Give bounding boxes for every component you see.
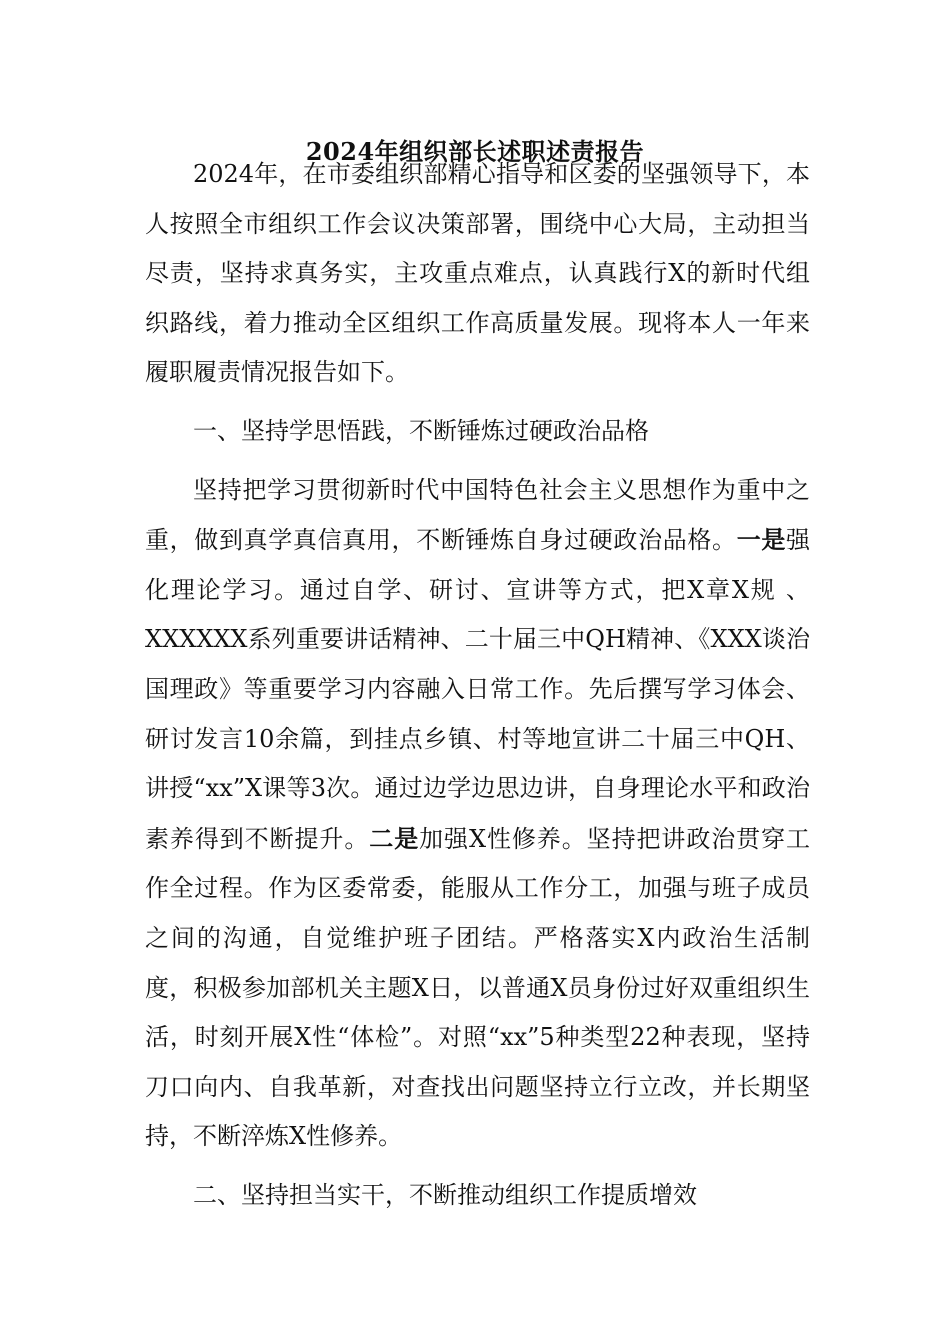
point-marker-2: 二是 — [369, 823, 420, 853]
section-1-point-1-text: 强化理论学习。通过自学、研讨、宣讲等方式，把X章X规 、XXXXXX系列重要讲话精神、二十届三中QH精神、《XXX谈治国理政》等重要学习内容融入日常工作。先后撰写学习体会、研讨发言10余篇，到挂点乡镇、村等地宣讲二十届三中QH、讲授“xx”X课等3次。通过边学边思边讲，自身理论水平和政治素养得到不断提升。 — [145, 526, 811, 853]
point-marker-1: 一是 — [736, 525, 787, 555]
section-1-lead-text: 坚持把学习贯彻新时代中国特色社会主义思想作为重中之重，做到真学真信真用，不断锤炼自身过硬政治品格。 — [145, 475, 810, 555]
section-1-point-2-text: 加强X性修养。坚持把讲政治贯穿工作全过程。作为区委常委，能服从工作分工，加强与班子成员之间的沟通，自觉维护班子团结。严格落实X内政治生活制度，积极参加部机关主题X日，以普通X员身份过好双重组织生活，时刻开展X性“体检”。对照“xx”5种类型22种表现，坚持刀口向内、自我革新，对查找出问题坚持立行立改，并长期坚持，不断淬炼X性修养。 — [145, 824, 811, 1151]
section-1-heading: 一、坚持学思悟践，不断锤炼过硬政治品格 — [193, 416, 649, 445]
section-1-paragraph — [145, 466, 810, 1162]
document-body — [145, 150, 810, 1220]
intro-paragraph: 2024年，在市委组织部精心指导和区委的坚强领导下，本人按照全市组织工作会议决策部署，围绕中心大局，主动担当尽责，坚持求真务实，主攻重点难点，认真践行X的新时代组织路线，着力推动全区组织工作高质量发展。现将本人一年来履职履责情况报告如下。 — [145, 160, 810, 387]
section-2-heading: 二、坚持担当实干，不断推动组织工作提质增效 — [193, 1180, 697, 1209]
document-title: 2024年组织部长述职述责报告 — [305, 137, 645, 166]
